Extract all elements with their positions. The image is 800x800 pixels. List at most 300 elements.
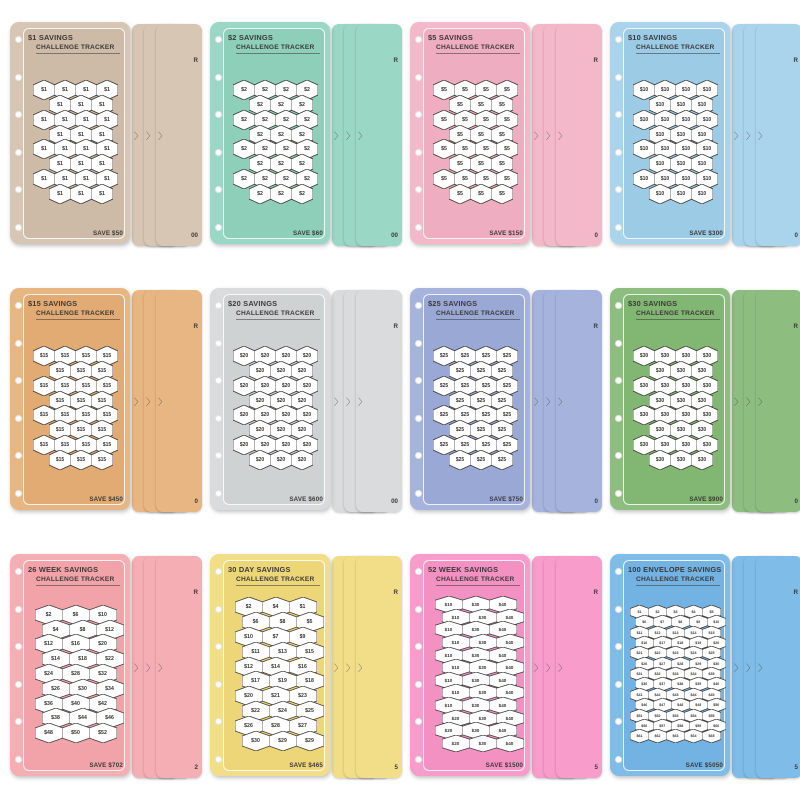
hex-cell-amount: $25 (460, 382, 470, 389)
hex-cell-amount: $30 (478, 640, 487, 646)
hex-cell-amount: $5 (499, 161, 505, 168)
hex-cell[interactable] (670, 184, 692, 204)
binder-hole (215, 36, 222, 43)
hex-cell-amount: $20 (255, 427, 265, 434)
hex-cell-amount: $5 (478, 161, 484, 168)
hex-cell[interactable] (91, 450, 113, 470)
hex-cell[interactable] (469, 735, 497, 752)
hex-cell-amount: $10 (655, 131, 665, 138)
hex-cell[interactable] (291, 450, 313, 470)
hex-cell-amount: $10 (681, 116, 691, 123)
tracker-sheet[interactable] (410, 554, 530, 776)
hex-cell-amount: $2 (283, 176, 289, 183)
hex-cell-amount: $25 (455, 456, 465, 463)
hex-cell-amount: $30 (655, 427, 665, 434)
tracker-sheet[interactable] (410, 22, 530, 244)
tracker-title-line2: CHALLENGE TRACKER (36, 44, 115, 52)
hex-cell-amount: $5 (306, 619, 313, 626)
hex-cell-amount: $30 (702, 382, 712, 389)
binder-hole (615, 36, 622, 43)
hex-cell-amount: $15 (55, 427, 65, 434)
hex-cell-amount: $44 (78, 715, 87, 722)
hex-cell[interactable] (70, 450, 92, 470)
binder-hole (615, 415, 622, 422)
hex-cell[interactable] (649, 450, 671, 470)
title-underline (636, 585, 720, 586)
hex-cell[interactable] (269, 731, 297, 751)
hex-cell-amount: $2 (257, 161, 263, 168)
hex-cell-amount: $1 (78, 190, 84, 197)
tracker-title (428, 298, 522, 319)
hex-cell-amount: $25 (497, 427, 507, 434)
hex-cell-amount: $10 (660, 87, 670, 94)
binder-holes (613, 568, 623, 763)
hex-grid (26, 60, 125, 224)
hex-cell[interactable] (270, 450, 292, 470)
hex-cell-amount: $53 (672, 713, 679, 718)
hex-cell-amount: $23 (298, 693, 307, 700)
binder-hole (615, 606, 622, 613)
hex-row (35, 723, 117, 743)
tracker-sheet[interactable] (10, 288, 130, 510)
hex-cell-amount: $5 (462, 87, 468, 94)
stacked-sheet-edge-mark: 〉 (146, 397, 156, 407)
hex-cell[interactable] (630, 729, 649, 743)
binder-holes (13, 302, 23, 497)
hex-cell-amount: $30 (713, 661, 720, 666)
hex-cell-amount: $20 (451, 715, 460, 721)
hex-cell-amount: $20 (281, 412, 291, 419)
hex-cell[interactable] (296, 731, 324, 751)
tracker-save-total: SAVE $900 (689, 496, 723, 503)
hex-cell-amount: $19 (278, 678, 287, 685)
binder-hole (215, 74, 222, 81)
hex-cell-amount: $4 (272, 604, 279, 611)
hex-cell[interactable] (62, 723, 90, 743)
tracker-sheet[interactable] (10, 22, 130, 244)
stacked-sheet-save-label: 0 (194, 498, 198, 505)
hex-cell-amount: $8 (678, 620, 683, 625)
hex-cell[interactable] (470, 184, 492, 204)
hex-cell[interactable] (684, 729, 703, 743)
hex-cell-amount: $25 (502, 412, 512, 419)
hex-cell[interactable] (470, 450, 492, 470)
hex-cell-amount: $15 (97, 367, 107, 374)
hex-cell-amount: $30 (676, 397, 686, 404)
stacked-sheet-edge-mark: 〉 (334, 131, 344, 141)
tracker-title (228, 564, 322, 585)
tracker-sheet[interactable] (610, 22, 730, 244)
hex-cell-amount: $10 (639, 87, 649, 94)
hex-cell-amount: $15 (305, 648, 314, 655)
tracker-save-total: SAVE $1500 (485, 762, 523, 769)
hex-cell-amount: $43 (672, 692, 679, 697)
binder-hole (15, 718, 22, 725)
hex-cell-amount: $1 (99, 190, 105, 197)
tracker-card-savings-10[interactable] (600, 0, 800, 266)
stacked-sheet-edge-mark: 〉 (534, 131, 544, 141)
tracker-card-savings-2[interactable] (200, 0, 400, 266)
binder-hole (415, 186, 422, 193)
hex-cell-amount: $2 (278, 131, 284, 138)
binder-hole (415, 111, 422, 118)
hex-cell[interactable] (70, 184, 92, 204)
tracker-sheet[interactable] (10, 554, 130, 776)
stacked-sheet-title-edge: R (193, 589, 198, 596)
hex-cell[interactable] (702, 729, 721, 743)
hex-cell-amount: $40 (713, 682, 720, 687)
hex-row (242, 731, 324, 751)
hex-cell-amount: $40 (505, 614, 514, 620)
tracker-card-savings-1[interactable] (0, 0, 200, 266)
tracker-title-line2: CHALLENGE TRACKER (236, 44, 315, 52)
title-underline (636, 319, 720, 320)
hex-cell-amount: $40 (505, 740, 514, 746)
title-underline (36, 585, 120, 586)
hex-cell-amount: $40 (505, 690, 514, 696)
tracker-card-savings-30[interactable] (600, 266, 800, 532)
binder-hole (415, 224, 422, 231)
hex-cell-amount: $10 (681, 87, 691, 94)
hex-cell-amount: $29 (305, 737, 314, 744)
hex-cell-amount: $10 (681, 176, 691, 183)
hex-grid (626, 592, 725, 756)
stacked-sheet-save-label: 2 (194, 764, 198, 771)
hex-cell-amount: $2 (304, 116, 310, 123)
hex-cell-amount: $20 (260, 442, 270, 449)
hex-cell-amount: $15 (102, 442, 112, 449)
tracker-sheet[interactable] (410, 288, 530, 510)
hex-cell-amount: $30 (478, 614, 487, 620)
hex-cell-amount: $20 (297, 456, 307, 463)
hex-cell-amount: $1 (99, 131, 105, 138)
hex-cell-amount: $42 (98, 700, 107, 707)
tracker-card-savings-20[interactable] (200, 266, 400, 532)
hex-cell[interactable] (89, 723, 117, 743)
stacked-sheet (756, 556, 800, 778)
binder-holes (413, 568, 423, 763)
tracker-title-line1: $1 SAVINGS (28, 33, 73, 42)
stacked-sheet-edge-mark: 〉 (346, 131, 356, 141)
hex-cell-amount: $10 (444, 702, 453, 708)
tracker-title-line1: 100 ENVELOPE SAVINGS (628, 565, 722, 574)
stacked-sheet (156, 290, 202, 512)
tracker-sheet[interactable] (610, 554, 730, 776)
hex-cell[interactable] (491, 184, 513, 204)
tracker-save-total: SAVE $450 (89, 496, 123, 503)
hex-cell-amount: $10 (639, 146, 649, 153)
hex-cell-amount: $1 (41, 87, 47, 94)
hex-cell[interactable] (649, 184, 671, 204)
hex-cell[interactable] (648, 729, 667, 743)
hex-cell-amount: $1 (57, 101, 63, 108)
hex-cell-amount: $20 (302, 382, 312, 389)
hex-cell-amount: $5 (504, 116, 510, 123)
hex-cell-amount: $14 (690, 630, 697, 635)
tracker-sheet[interactable] (210, 288, 330, 510)
hex-cell[interactable] (91, 184, 113, 204)
hex-cell-amount: $30 (681, 353, 691, 360)
stacked-sheet-edge-mark: 〉 (758, 663, 768, 673)
hex-cell-amount: $40 (498, 677, 507, 683)
stacked-sheet-save-label: 00 (391, 498, 398, 505)
hex-cell-amount: $48 (677, 703, 684, 708)
tracker-save-total: SAVE $60 (292, 230, 323, 237)
hex-cell-amount: $1 (78, 131, 84, 138)
title-underline (236, 53, 320, 54)
stacked-sheet-edge-mark: 〉 (534, 663, 544, 673)
stacked-sheet-edge-mark: 〉 (558, 397, 568, 407)
hex-cell-amount: $1 (78, 101, 84, 108)
binder-hole (615, 186, 622, 193)
hex-cell-amount: $10 (655, 161, 665, 168)
hex-cell-amount: $13 (278, 648, 287, 655)
hex-cell-amount: $6 (642, 620, 647, 625)
binder-hole (415, 36, 422, 43)
hex-cell-amount: $30 (639, 353, 649, 360)
hex-cell-amount: $30 (78, 685, 87, 692)
hex-cell-amount: $4 (52, 626, 59, 633)
hex-cell-amount: $20 (239, 382, 249, 389)
hex-cell-amount: $5 (441, 146, 447, 153)
stacked-sheet-save-label: 00 (191, 232, 198, 239)
hex-cell-amount: $5 (709, 609, 714, 614)
hex-cell-amount: $7 (272, 633, 279, 640)
hex-cell-amount: $25 (481, 442, 491, 449)
tracker-card-savings-15[interactable] (0, 266, 200, 532)
binder-hole (615, 302, 622, 309)
hex-cell-amount: $50 (71, 730, 80, 737)
hex-cell-amount: $30 (478, 715, 487, 721)
hex-cell-amount: $10 (639, 176, 649, 183)
hex-cell-amount: $15 (81, 353, 91, 360)
tracker-card-savings-26week[interactable] (0, 532, 200, 798)
hex-cell-amount: $20 (281, 382, 291, 389)
hex-cell-amount: $5 (499, 131, 505, 138)
hex-cell[interactable] (249, 184, 271, 204)
hex-cell-amount: $62 (654, 734, 661, 739)
hex-cell[interactable] (449, 184, 471, 204)
hex-cell[interactable] (242, 731, 270, 751)
hex-cell-amount: $59 (695, 723, 702, 728)
hex-cell[interactable] (249, 450, 271, 470)
hex-cell-amount: $30 (660, 353, 670, 360)
hex-cell-amount: $1 (62, 146, 68, 153)
stacked-sheet-edge-mark: 〉 (346, 397, 356, 407)
hex-cell-amount: $11 (636, 630, 643, 635)
tracker-title (28, 32, 122, 53)
hex-cell[interactable] (666, 729, 685, 743)
stacked-sheet-edge-mark: 〉 (134, 663, 144, 673)
hex-cell-amount: $1 (57, 131, 63, 138)
hex-cell-amount: $2 (299, 131, 305, 138)
hex-cell-amount: $10 (676, 101, 686, 108)
hex-cell-amount: $44 (690, 692, 697, 697)
binder-holes (13, 568, 23, 763)
hex-cell[interactable] (270, 184, 292, 204)
hex-cell-amount: $14 (271, 663, 280, 670)
hex-cell-amount: $10 (660, 176, 670, 183)
hex-cell[interactable] (691, 450, 713, 470)
hex-cell-amount: $1 (104, 146, 110, 153)
hex-cell[interactable] (449, 450, 471, 470)
hex-cell-amount: $5 (462, 116, 468, 123)
hex-cell-amount: $2 (262, 116, 268, 123)
title-underline (236, 319, 320, 320)
title-underline (236, 585, 320, 586)
stacked-sheet-save-label: 0 (594, 232, 598, 239)
tracker-card-savings-5[interactable] (400, 0, 600, 266)
hex-cell-amount: $55 (708, 713, 715, 718)
hex-cell-amount: $6 (72, 611, 79, 618)
hex-cell-amount: $34 (690, 672, 697, 676)
hex-cell-amount: $20 (276, 367, 286, 374)
tracker-title-line1: $2 SAVINGS (228, 33, 273, 42)
binder-holes (213, 36, 223, 231)
hex-cell[interactable] (49, 450, 71, 470)
hex-cell-amount: $12 (44, 641, 53, 648)
hex-cell-amount: $21 (271, 693, 280, 700)
hex-cell[interactable] (291, 184, 313, 204)
hex-cell-amount: $2 (241, 116, 247, 123)
hex-cell-amount: $1 (83, 176, 89, 183)
hex-cell-amount: $10 (660, 116, 670, 123)
stacked-sheet-title-edge: R (793, 57, 798, 64)
hex-cell-amount: $12 (244, 663, 253, 670)
hex-cell-amount: $33 (672, 672, 679, 676)
hex-row (630, 729, 721, 743)
binder-holes (13, 36, 23, 231)
hex-cell-amount: $10 (451, 690, 460, 696)
hex-cell-amount: $22 (105, 656, 114, 663)
hex-cell-amount: $61 (636, 734, 643, 739)
hex-cell-amount: $5 (441, 116, 447, 123)
binder-holes (213, 302, 223, 497)
hex-cell-amount: $3 (673, 609, 678, 614)
hex-row (49, 184, 113, 204)
hex-cell-amount: $15 (55, 456, 65, 463)
tracker-sheet[interactable] (210, 554, 330, 776)
tracker-title-line2: CHALLENGE TRACKER (236, 310, 315, 318)
binder-hole (215, 568, 222, 575)
stacked-sheet (356, 556, 402, 778)
hex-cell-amount: $27 (298, 722, 307, 729)
hex-cell-amount: $15 (102, 412, 112, 419)
hex-cell-amount: $1 (41, 116, 47, 123)
hex-cell-amount: $65 (708, 734, 715, 739)
hex-cell-amount: $5 (499, 190, 505, 197)
hex-cell-amount: $25 (305, 708, 314, 715)
hex-cell-amount: $30 (681, 382, 691, 389)
stacked-sheet-edge-mark: 〉 (158, 663, 168, 673)
hex-cell-amount: $25 (502, 353, 512, 360)
hex-cell-amount: $5 (457, 131, 463, 138)
hex-cell-amount: $15 (97, 456, 107, 463)
hex-row (49, 450, 113, 470)
hex-cell-amount: $5 (478, 131, 484, 138)
hex-cell-amount: $48 (44, 730, 53, 737)
hex-cell[interactable] (670, 450, 692, 470)
hex-cell-amount: $25 (455, 427, 465, 434)
tracker-sheet[interactable] (610, 288, 730, 510)
hex-cell-amount: $20 (281, 442, 291, 449)
binder-hole (615, 756, 622, 763)
binder-hole (615, 452, 622, 459)
hex-cell[interactable] (35, 723, 63, 743)
hex-cell-amount: $24 (278, 708, 287, 715)
hex-cell-amount: $5 (504, 87, 510, 94)
hex-cell-amount: $1 (41, 146, 47, 153)
hex-cell-amount: $30 (702, 353, 712, 360)
hex-cell-amount: $1 (78, 161, 84, 168)
tracker-card-savings-30day[interactable] (200, 532, 400, 798)
hex-cell-amount: $20 (302, 442, 312, 449)
binder-holes (613, 302, 623, 497)
hex-cell-amount: $16 (641, 640, 648, 645)
binder-hole (15, 149, 22, 156)
stacked-sheet-title-edge: R (793, 589, 798, 596)
hex-cell-amount: $20 (260, 353, 270, 360)
binder-hole (15, 643, 22, 650)
hex-cell-amount: $10 (451, 665, 460, 671)
tracker-title-line2: CHALLENGE TRACKER (436, 576, 515, 584)
hex-cell-amount: $49 (695, 703, 702, 708)
hex-cell-amount: $2 (278, 101, 284, 108)
tracker-card-savings-52week[interactable] (400, 532, 600, 798)
binder-hole (15, 302, 22, 309)
hex-cell-amount: $30 (660, 412, 670, 419)
hex-cell-amount: $25 (481, 353, 491, 360)
hex-cell-amount: $10 (697, 101, 707, 108)
binder-hole (215, 643, 222, 650)
binder-holes (213, 568, 223, 763)
hex-cell-amount: $40 (505, 715, 514, 721)
hex-cell-amount: $5 (478, 190, 484, 197)
hex-cell-amount: $20 (302, 412, 312, 419)
hex-cell-amount: $10 (702, 87, 712, 94)
hex-cell-amount: $13 (672, 630, 679, 635)
hex-cell-amount: $10 (244, 633, 253, 640)
hex-cell[interactable] (49, 184, 71, 204)
tracker-title-line1: 30 DAY SAVINGS (228, 565, 291, 574)
hex-cell-amount: $15 (76, 427, 86, 434)
tracker-title-line2: CHALLENGE TRACKER (436, 44, 515, 52)
hex-cell[interactable] (691, 184, 713, 204)
hex-cell-amount: $15 (81, 412, 91, 419)
hex-cell-amount: $40 (505, 640, 514, 646)
hex-cell[interactable] (491, 450, 513, 470)
tracker-card-savings-25[interactable] (400, 266, 600, 532)
binder-hole (215, 756, 222, 763)
hex-cell-amount: $20 (713, 640, 720, 645)
tracker-title-line1: $30 SAVINGS (628, 299, 678, 308)
stacked-sheet-save-label: 5 (794, 764, 798, 771)
hex-cell-amount: $47 (659, 703, 666, 708)
hex-cell[interactable] (496, 735, 524, 752)
tracker-sheet[interactable] (210, 22, 330, 244)
tracker-title-line1: 26 WEEK SAVINGS (28, 565, 99, 574)
tracker-save-total: SAVE $300 (689, 230, 723, 237)
hex-cell-amount: $30 (639, 442, 649, 449)
hex-cell-amount: $2 (257, 131, 263, 138)
stacked-sheet-edge-mark: 〉 (358, 131, 368, 141)
hex-cell[interactable] (442, 735, 470, 752)
tracker-save-total: SAVE $750 (489, 496, 523, 503)
stacked-sheet-edge-mark: 〉 (546, 397, 556, 407)
tracker-card-savings-100envelope[interactable] (600, 532, 800, 798)
tracker-title-line1: $10 SAVINGS (628, 33, 678, 42)
hex-cell-amount: $1 (99, 161, 105, 168)
